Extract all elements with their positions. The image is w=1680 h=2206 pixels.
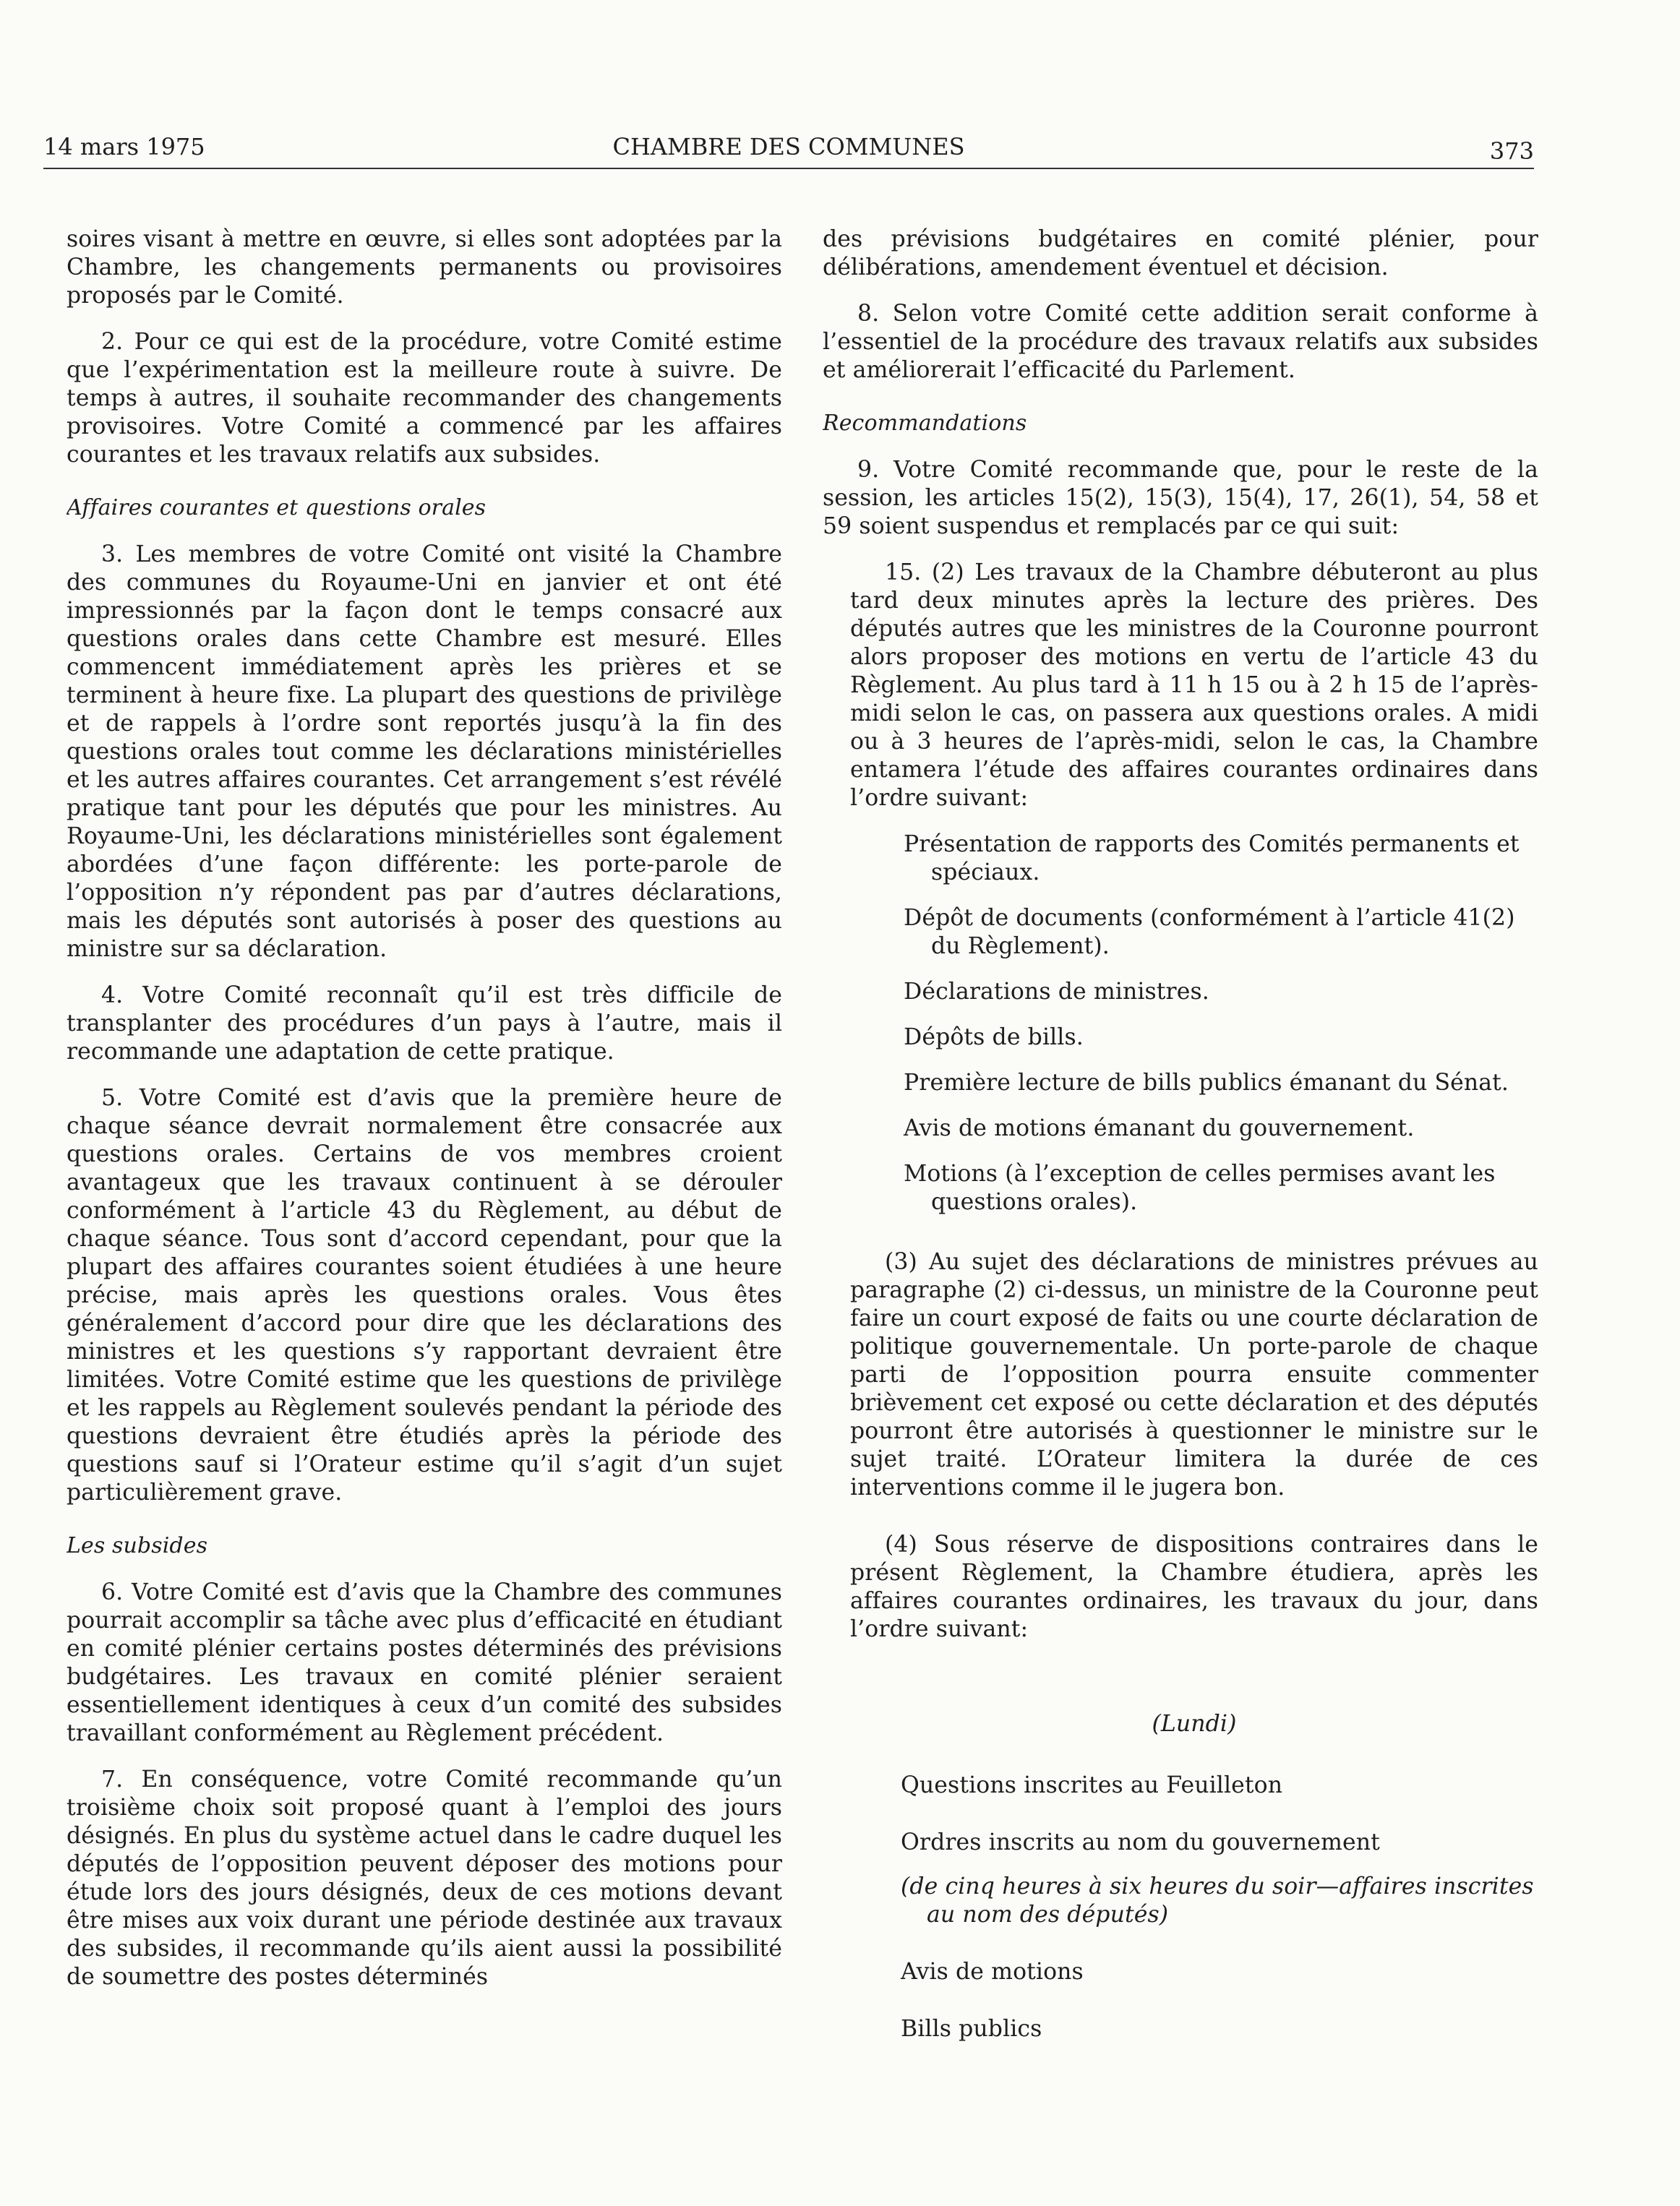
header-date: 14 mars 1975 — [43, 133, 205, 160]
paragraph-continuation: soires visant à mettre en œuvre, si elles sont adoptées par la Chambre, les changements permanents ou provisoires proposés par le Comité. — [67, 226, 782, 309]
page-number: 373 — [1489, 137, 1534, 165]
quoted-rule-15 — [850, 559, 1538, 2043]
paragraph-9: 9. Votre Comité recommande que, pour le reste de la session, les articles 15(2), 15(3), 15(4), 17, 26(1), 54, 58 et 59 soient suspendus et remplacés par ce qui suit: — [823, 457, 1538, 539]
section-heading-affaires-courantes: Affaires courantes et questions orales — [67, 495, 487, 520]
list-item: Présentation de rapports des Comités permanents et spéciaux. — [904, 831, 1520, 885]
paragraph-4: 4. Votre Comité reconnaît qu’il est très difficile de transplanter des procédures d’un pays à l’autre, mais il recommande une adaptation de cette pratique. — [67, 982, 782, 1065]
left-column — [67, 226, 782, 2076]
order-item-questions: Questions inscrites au Feuilleton — [901, 1772, 1283, 1798]
list-item: Dépôts de bills. — [904, 1024, 1084, 1050]
paragraph-7: 7. En conséquence, votre Comité recommande qu’un troisième choix soit proposé quant à l’emploi des jours désignés. En plus du système actuel dans le cadre duquel les députés de l’opposition peuvent déposer des motions pour étude lors des jours désignés, deux de ces motions devant être mises aux voix durant une période destinée aux travaux des subsides, il recommande qu’ils aient aussi la possibilité de soumettre des postes déterminés — [67, 1767, 782, 1990]
section-heading-recommandations: Recommandations — [823, 411, 1027, 436]
header-title: CHAMBRE DES COMMUNES — [612, 133, 965, 160]
orders-of-the-day-list — [901, 1772, 1538, 2043]
rule-15-2: 15. (2) Les travaux de la Chambre débuteront au plus tard deux minutes après la lecture des prières. Des députés autres que les ministres de la Couronne pourront alors proposer des motions en vertu de l’article 43 du Règlement. Au plus tard à 11 h 15 ou à 2 h 15 de l’après-midi selon le cas, on passera aux questions orales. A midi ou à 3 heures de l’après-midi, selon le cas, la Chambre entamera l’étude des affaires courantes ordinaires dans l’ordre suivant: — [850, 559, 1538, 811]
paragraph-8: 8. Selon votre Comité cette addition serait conforme à l’essentiel de la procédure des travaux relatifs aux subsides et améliorerait l’efficacité du Parlement. — [823, 301, 1538, 383]
order-item-public-bills: Bills publics — [901, 2016, 1042, 2042]
paragraph-continuation-right: des prévisions budgétaires en comité plénier, pour délibérations, amendement éventuel et décision. — [823, 226, 1538, 280]
list-item: Avis de motions émanant du gouvernement. — [904, 1115, 1415, 1141]
rule-15-4: (4) Sous réserve de dispositions contraires dans le présent Règlement, la Chambre étudiera, après les affaires courantes ordinaires, les travaux du jour, dans l’ordre suivant: — [850, 1532, 1538, 1642]
order-note-private-members: (de cinq heures à six heures du soir—affaires inscrites au nom des députés) — [901, 1874, 1534, 1928]
routine-business-list — [904, 831, 1538, 1216]
order-item-government-orders: Ordres inscrits au nom du gouvernement — [901, 1829, 1380, 1855]
running-head — [43, 134, 1534, 169]
paragraph-3: 3. Les membres de votre Comité ont visité la Chambre des communes du Royaume-Uni en janvier et ont été impressionnés par la façon dont le temps consacré aux questions orales dans cette Chambre est mesuré. Elles commencent immédiatement après les prières et se terminent à heure fixe. La plupart des questions de privilège et de rappels à l’ordre sont reportés jusqu’à la fin des questions orales tout comme les déclarations ministérielles et les autres affaires courantes. Cet arrangement s’est révélé pratique tant pour les députés que pour les ministres. Au Royaume-Uni, les déclarations ministérielles sont également abordées d’une façon différente: les porte-parole de l’opposition n’y répondent pas par d’autres déclarations, mais les députés sont autorisés à poser des questions au ministre sur sa déclaration. — [67, 541, 782, 962]
paragraph-5: 5. Votre Comité est d’avis que la première heure de chaque séance devrait normalement être consacrée aux questions orales. Certains de vos membres croient avantageux que les travaux continuent à se dérouler conformément à l’article 43 du Règlement, au début de chaque séance. Tous sont d’accord cependant, pour que la plupart des affaires courantes soient étudiées à une heure précise, mais après les questions orales. Vous êtes généralement d’accord pour dire que les déclarations des ministres et les questions s’y rapportant devraient être limitées. Votre Comité estime que les questions de privilège et les rappels au Règlement soulevés pendant la période des questions devraient être étudiés après la période des questions sauf si l’Orateur estime qu’il s’agit d’un sujet particulièrement grave. — [67, 1085, 782, 1506]
paragraph-6: 6. Votre Comité est d’avis que la Chambre des communes pourrait accomplir sa tâche avec plus d’efficacité en étudiant en comité plénier certains postes déterminés des prévisions budgétaires. Les travaux en comité plénier seraient essentiellement identiques à ceux d’un comité des subsides travaillant conformément au Règlement précédent. — [67, 1579, 782, 1746]
list-item: Déclarations de ministres. — [904, 979, 1209, 1005]
day-label: (Lundi) — [1152, 1711, 1237, 1737]
right-column — [823, 226, 1538, 2076]
list-item: Première lecture de bills publics émanant du Sénat. — [904, 1070, 1509, 1096]
section-heading-subsides: Les subsides — [67, 1533, 208, 1558]
order-item-notices-of-motion: Avis de motions — [901, 1959, 1084, 1985]
list-item: Motions (à l’exception de celles permises avant les questions orales). — [904, 1161, 1496, 1215]
paragraph-2: 2. Pour ce qui est de la procédure, votre Comité estime que l’expérimentation est la meilleure route à suivre. De temps à autres, il souhaite recommander des changements provisoires. Votre Comité a commencé par les affaires courantes et les travaux relatifs aux subsides. — [67, 329, 782, 468]
list-item: Dépôt de documents (conformément à l’article 41(2) du Règlement). — [904, 905, 1515, 959]
rule-15-3: (3) Au sujet des déclarations de ministres prévues au paragraphe (2) ci-dessus, un ministre de la Couronne peut faire un court exposé de faits ou une courte déclaration de politique gouvernementale. Un porte-parole de chaque parti de l’opposition pourra ensuite commenter brièvement cet exposé ou cette déclaration et des députés pourront être autorisés à questionner le ministre sur le sujet traité. L’Orateur limitera la durée de ces interventions comme il le jugera bon. — [850, 1249, 1538, 1501]
